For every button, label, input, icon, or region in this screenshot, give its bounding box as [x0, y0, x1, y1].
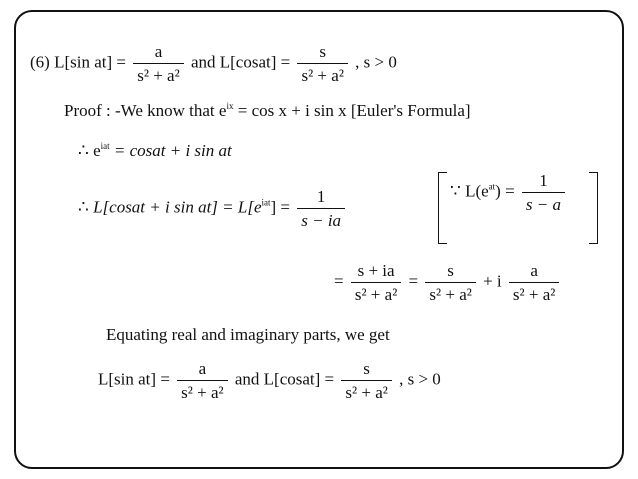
therefore-symbol: ∴: [78, 141, 89, 160]
denominator: s² + a²: [512, 285, 556, 304]
formula-line-5: [334, 262, 562, 303]
exponent: iat: [261, 197, 271, 208]
fraction-a-over-s2a2: [133, 43, 183, 84]
euler-expansion: = cosat + i sin at: [109, 141, 232, 160]
numerator: s: [447, 261, 454, 280]
laplace-sin-lhs: L[sin at] =: [98, 369, 170, 389]
lhs-end: ] =: [270, 197, 290, 217]
numerator: a: [530, 261, 538, 280]
fraction-s-over-s2a2: [297, 43, 347, 84]
and-word: and: [234, 369, 260, 389]
proof-line: [64, 102, 471, 119]
fraction-s-over-s2a2: [341, 360, 391, 401]
exp-base: e: [93, 141, 101, 160]
denominator: s − a: [525, 195, 562, 214]
condition: , s > 0: [355, 52, 397, 72]
exponent: at: [488, 181, 496, 192]
formula-line-4: [78, 188, 348, 229]
denominator: s − ia: [301, 211, 342, 230]
because-text: ∵ L(e: [450, 181, 489, 201]
numerator: s: [363, 359, 370, 378]
numerator: s + ia: [357, 261, 395, 280]
denominator: s² + a²: [354, 285, 398, 304]
and-word: and: [190, 52, 216, 72]
laplace-sin-lhs: L[sin at] =: [54, 52, 126, 72]
numerator: 1: [539, 171, 548, 190]
denominator: s² + a²: [137, 66, 180, 85]
denominator: s² + a²: [429, 285, 472, 304]
final-result-line: [98, 360, 441, 401]
formula-line-1: [30, 43, 397, 84]
exponent: ix: [226, 101, 234, 111]
laplace-cos-lhs: L[cosat] =: [219, 52, 291, 72]
numerator: s: [319, 42, 326, 61]
exponent: iat: [100, 141, 110, 151]
equals: =: [408, 271, 419, 291]
denominator: s² + a²: [345, 383, 388, 402]
numerator: a: [198, 359, 207, 378]
euler-formula: = cos x + i sin x [Euler's Formula]: [233, 101, 471, 120]
equals: =: [334, 271, 344, 291]
fraction-real-part: [425, 262, 475, 303]
equals: ) =: [495, 181, 515, 201]
fraction-1-over-s-a: [522, 172, 565, 213]
denominator: s² + a²: [301, 66, 344, 85]
numerator: a: [154, 42, 163, 61]
proof-text: Proof : -We know that e: [64, 101, 227, 120]
fraction-imaginary-part: [509, 262, 559, 303]
plus-i: + i: [483, 271, 502, 291]
fraction-1-over-s-ia: [297, 188, 345, 229]
denominator: s² + a²: [181, 383, 224, 402]
item-number: (6): [30, 52, 50, 72]
fraction-s-plus-ia: [351, 262, 401, 303]
therefore-symbol: ∴: [78, 197, 89, 217]
formula-line-3: [78, 142, 232, 159]
laplace-euler-lhs: L[cosat + i sin at] = L[e: [93, 197, 262, 217]
condition: , s > 0: [399, 369, 441, 389]
fraction-a-over-s2a2: [177, 360, 227, 401]
laplace-exp-reminder: [450, 172, 568, 213]
laplace-cos-lhs: L[cosat] =: [263, 369, 335, 389]
equating-text: Equating real and imaginary parts, we get: [106, 325, 390, 344]
numerator: 1: [316, 187, 326, 206]
